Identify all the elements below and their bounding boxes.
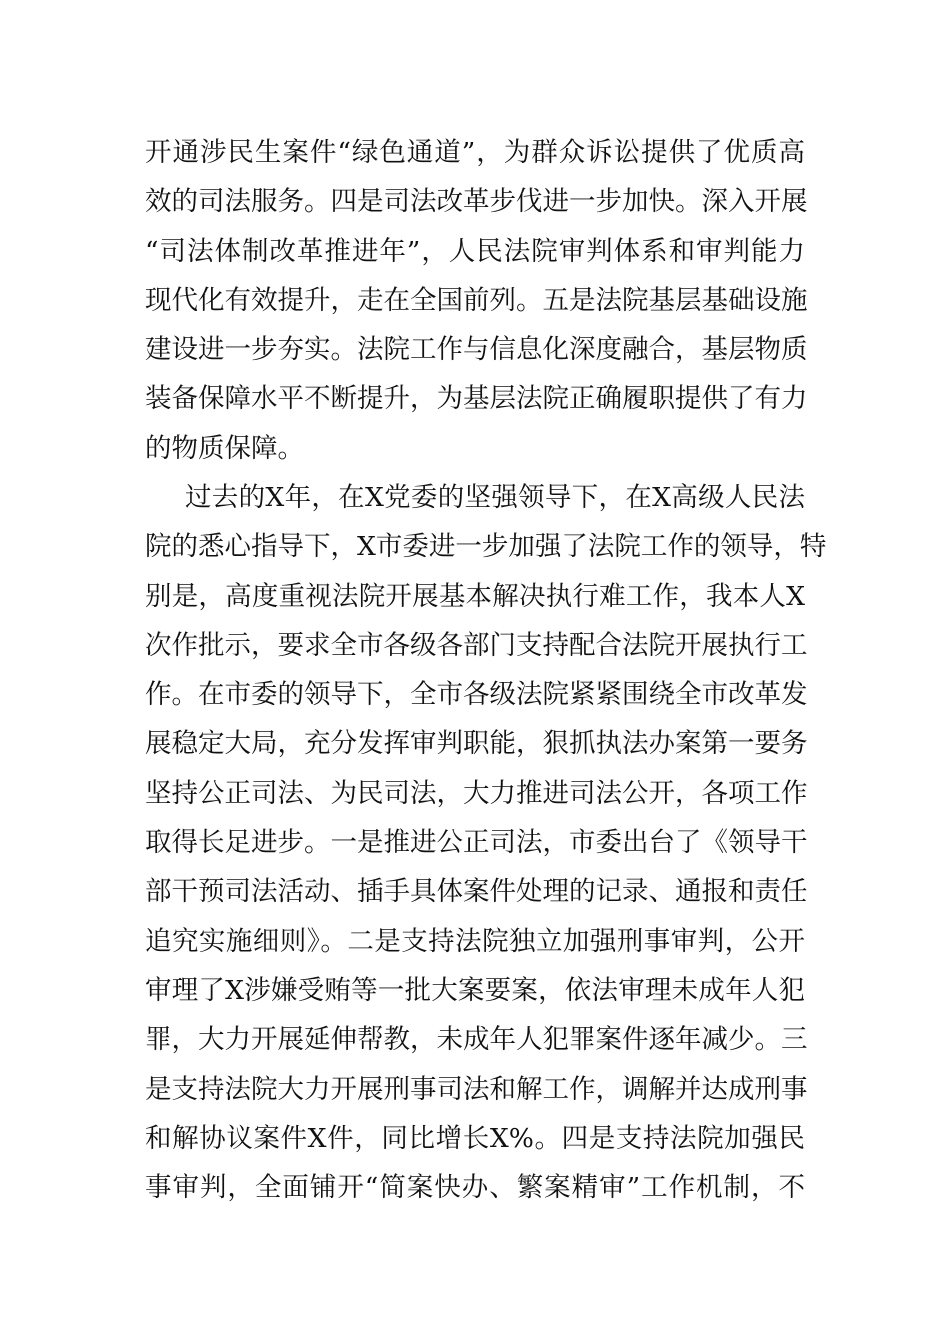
text-line: 现代化有效提升，走在全国前列。五是法院基层基础设施 xyxy=(145,284,808,316)
text-line: 的物质保障。 xyxy=(145,432,304,464)
paragraph-review xyxy=(145,473,827,1212)
text-line: 过去的X年，在X党委的坚强领导下，在X高级人民法 xyxy=(185,482,805,513)
text-line: 作。在市委的领导下，全市各级法院紧紧围绕全市改革发 xyxy=(145,679,808,711)
text-line: 装备保障水平不断提升，为基层法院正确履职提供了有力 xyxy=(145,383,808,415)
text-line: 事审判，全面铺开“简案快办、繁案精审”工作机制，不 xyxy=(145,1172,805,1204)
paragraph-continuation xyxy=(145,128,808,473)
text-line: 建设进一步夯实。法院工作与信息化深度融合，基层物质 xyxy=(145,334,808,366)
text-line: 追究实施细则》。二是支持法院独立加强刑事审判，公开 xyxy=(145,925,805,957)
text-line: 开通涉民生案件“绿色通道”，为群众诉讼提供了优质高 xyxy=(145,137,805,168)
text-line: 效的司法服务。四是司法改革步伐进一步加快。深入开展 xyxy=(145,186,808,218)
text-line: 审理了X涉嫌受贿等一批大案要案，依法审理未成年人犯 xyxy=(145,974,805,1006)
text-line: 次作批示，要求全市各级各部门支持配合法院开展执行工 xyxy=(145,629,808,661)
text-line: 和解协议案件X件，同比增长X%。四是支持法院加强民 xyxy=(145,1122,805,1154)
text-line: “司法体制改革推进年”，人民法院审判体系和审判能力 xyxy=(145,235,805,267)
text-line: 展稳定大局，充分发挥审判职能，狠抓执法办案第一要务 xyxy=(145,728,808,760)
text-line: 是支持法院大力开展刑事司法和解工作，调解并达成刑事 xyxy=(145,1073,808,1105)
text-line: 坚持公正司法、为民司法，大力推进司法公开，各项工作 xyxy=(145,777,808,809)
text-line: 取得长足进步。一是推进公正司法，市委出台了《领导干 xyxy=(145,827,808,859)
text-line: 院的悉心指导下，X市委进一步加强了法院工作的领导，特 xyxy=(145,531,827,563)
text-line: 部干预司法活动、插手具体案件处理的记录、通报和责任 xyxy=(145,876,808,908)
text-line: 罪，大力开展延伸帮教，未成年人犯罪案件逐年减少。三 xyxy=(145,1024,808,1056)
text-line: 别是，高度重视法院开展基本解决执行难工作，我本人X xyxy=(145,580,805,612)
